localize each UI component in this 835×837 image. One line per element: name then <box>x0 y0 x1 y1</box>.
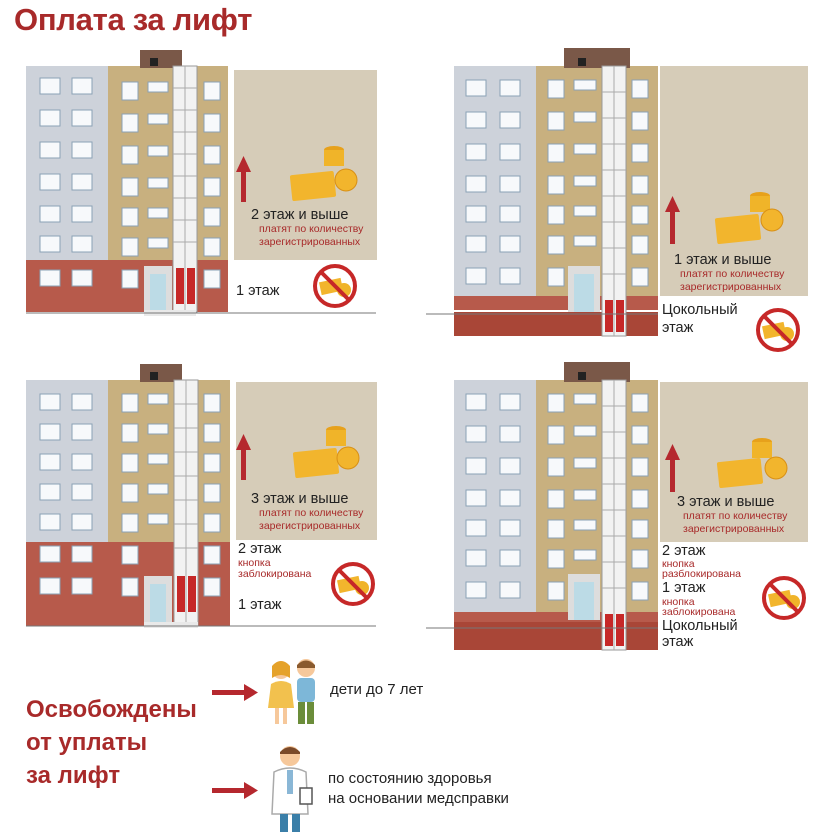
first-floor-label: 1 этаж <box>662 580 706 596</box>
exempt-item-health-line-2: на основании медсправки <box>328 790 509 808</box>
upper-floors-sub-1: платят по количеству <box>680 268 785 280</box>
second-floor-sub-1: кнопка <box>662 558 695 570</box>
second-floor-label: 2 этаж <box>238 541 282 557</box>
basement-floor-label: Цокольный <box>662 302 738 318</box>
exempt-item-children: дети до 7 лет <box>330 681 424 698</box>
basement-floor-label: Цокольный <box>662 618 738 634</box>
first-floor-label: 1 этаж <box>236 283 280 299</box>
second-floor-sub-1: кнопка <box>238 557 271 569</box>
upper-floors-label: 3 этаж и выше <box>251 491 349 507</box>
panel-3 <box>26 362 426 692</box>
second-floor-label: 2 этаж <box>662 543 706 559</box>
upper-floors-sub-1: платят по количеству <box>683 510 788 522</box>
building-illustration <box>426 48 826 378</box>
exempt-item-health-line-1: по состоянию здоровья <box>328 770 492 787</box>
children-icon <box>264 656 324 730</box>
panel-1 <box>26 48 426 378</box>
upper-floors-label: 3 этаж и выше <box>677 494 775 510</box>
upper-floors-label: 2 этаж и выше <box>251 207 349 223</box>
exempt-title-line-1: Освобождены <box>26 696 197 723</box>
doctor-icon <box>260 740 320 836</box>
basement-floor-label-2: этаж <box>662 320 694 336</box>
upper-floors-sub-2: зарегистрированных <box>259 236 361 248</box>
building-illustration <box>26 362 426 692</box>
upper-floors-sub-2: зарегистрированных <box>680 281 782 293</box>
exempt-title <box>26 693 197 792</box>
no-payment-icon <box>333 564 373 604</box>
no-payment-icon <box>764 578 804 618</box>
exempt-item-health <box>328 769 509 810</box>
panel-2 <box>426 48 826 378</box>
arrow-right-icon <box>210 780 260 800</box>
exempt-title-line-3: за лифт <box>26 762 121 790</box>
building-illustration <box>26 48 426 378</box>
page-title: Оплата за лифт <box>14 2 253 37</box>
first-floor-sub-1: кнопка <box>662 596 695 608</box>
panel-4 <box>426 362 826 692</box>
basement-floor-label-2: этаж <box>662 634 694 650</box>
second-floor-sub-2: заблокирована <box>238 568 312 580</box>
upper-floors-sub-2: зарегистрированных <box>683 523 785 535</box>
upper-floors-sub-1: платят по количеству <box>259 507 364 519</box>
first-floor-sub-2: заблокирована <box>662 606 736 618</box>
upper-floors-label: 1 этаж и выше <box>674 252 772 268</box>
no-payment-icon <box>315 266 355 306</box>
second-floor-sub-2: разблокирована <box>662 568 741 580</box>
first-floor-label: 1 этаж <box>238 597 282 613</box>
exempt-title-line-2: от уплаты <box>26 729 148 757</box>
upper-floors-sub-2: зарегистрированных <box>259 520 361 532</box>
arrow-right-icon <box>210 682 260 702</box>
no-payment-icon <box>758 310 798 350</box>
upper-floors-sub-1: платят по количеству <box>259 223 364 235</box>
